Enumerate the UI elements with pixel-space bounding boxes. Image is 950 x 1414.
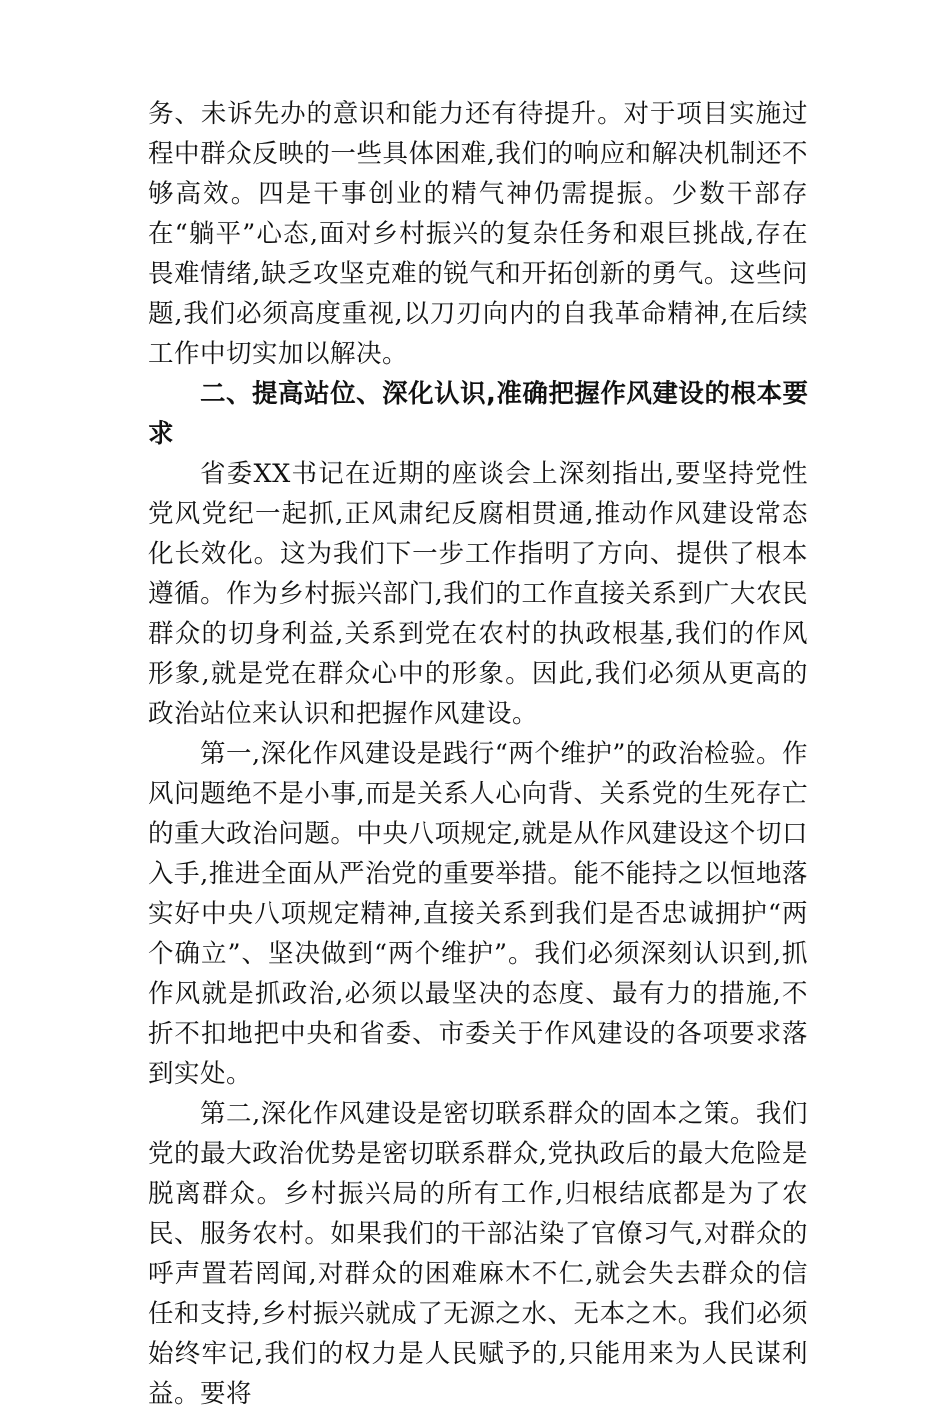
paragraph-first-point: 第一,深化作风建设是践行“两个维护”的政治检验。作风问题绝不是小事,而是关系人心向背、关系党的生死存亡的重大政治问题。中央八项规定,就是从作风建设这个切口入手,推进全面从严治党的重要举措。能不能持之以恒地落实好中央八项规定精神,直接关系到我们是否忠诚拥护“两个确立”、坚决做到“两个维护”。我们必须深刻认识到,抓作风就是抓政治,必须以最坚决的态度、最有力的措施,不折不扣地把中央和省委、市委关于作风建设的各项要求落到实处。 [148,739,808,1089]
document-body [148,94,808,1414]
paragraph-second-point: 第二,深化作风建设是密切联系群众的固本之策。我们党的最大政治优势是密切联系群众,党执政后的最大危险是脱离群众。乡村振兴局的所有工作,归根结底都是为了农民、服务农村。如果我们的干部沾染了官僚习气,对群众的呼声置若罔闻,对群众的困难麻木不仁,就会失去群众的信任和支持,乡村振兴就成了无源之水、无本之木。我们必须始终牢记,我们的权力是人民赋予的,只能用来为人民谋利益。要将 [148,1099,808,1409]
section-heading-2: 二、提高站位、深化认识,准确把握作风建设的根本要求 [148,379,808,449]
paragraph-provincial-secretary: 省委XX书记在近期的座谈会上深刻指出,要坚持党性党风党纪一起抓,正风肃纪反腐相贯通,推动作风建设常态化长效化。这为我们下一步工作指明了方向、提供了根本遵循。作为乡村振兴部门,我们的工作直接关系到广大农民群众的切身利益,关系到党在农村的执政根基,我们的作风形象,就是党在群众心中的形象。因此,我们必须从更高的政治站位来认识和把握作风建设。 [148,459,808,729]
paragraph-continuation: 务、未诉先办的意识和能力还有待提升。对于项目实施过程中群众反映的一些具体困难,我们的响应和解决机制还不够高效。四是干事创业的精气神仍需提振。少数干部存在“躺平”心态,面对乡村振兴的复杂任务和艰巨挑战,存在畏难情绪,缺乏攻坚克难的锐气和开拓创新的勇气。这些问题,我们必须高度重视,以刀刃向内的自我革命精神,在后续工作中切实加以解决。 [148,99,808,369]
